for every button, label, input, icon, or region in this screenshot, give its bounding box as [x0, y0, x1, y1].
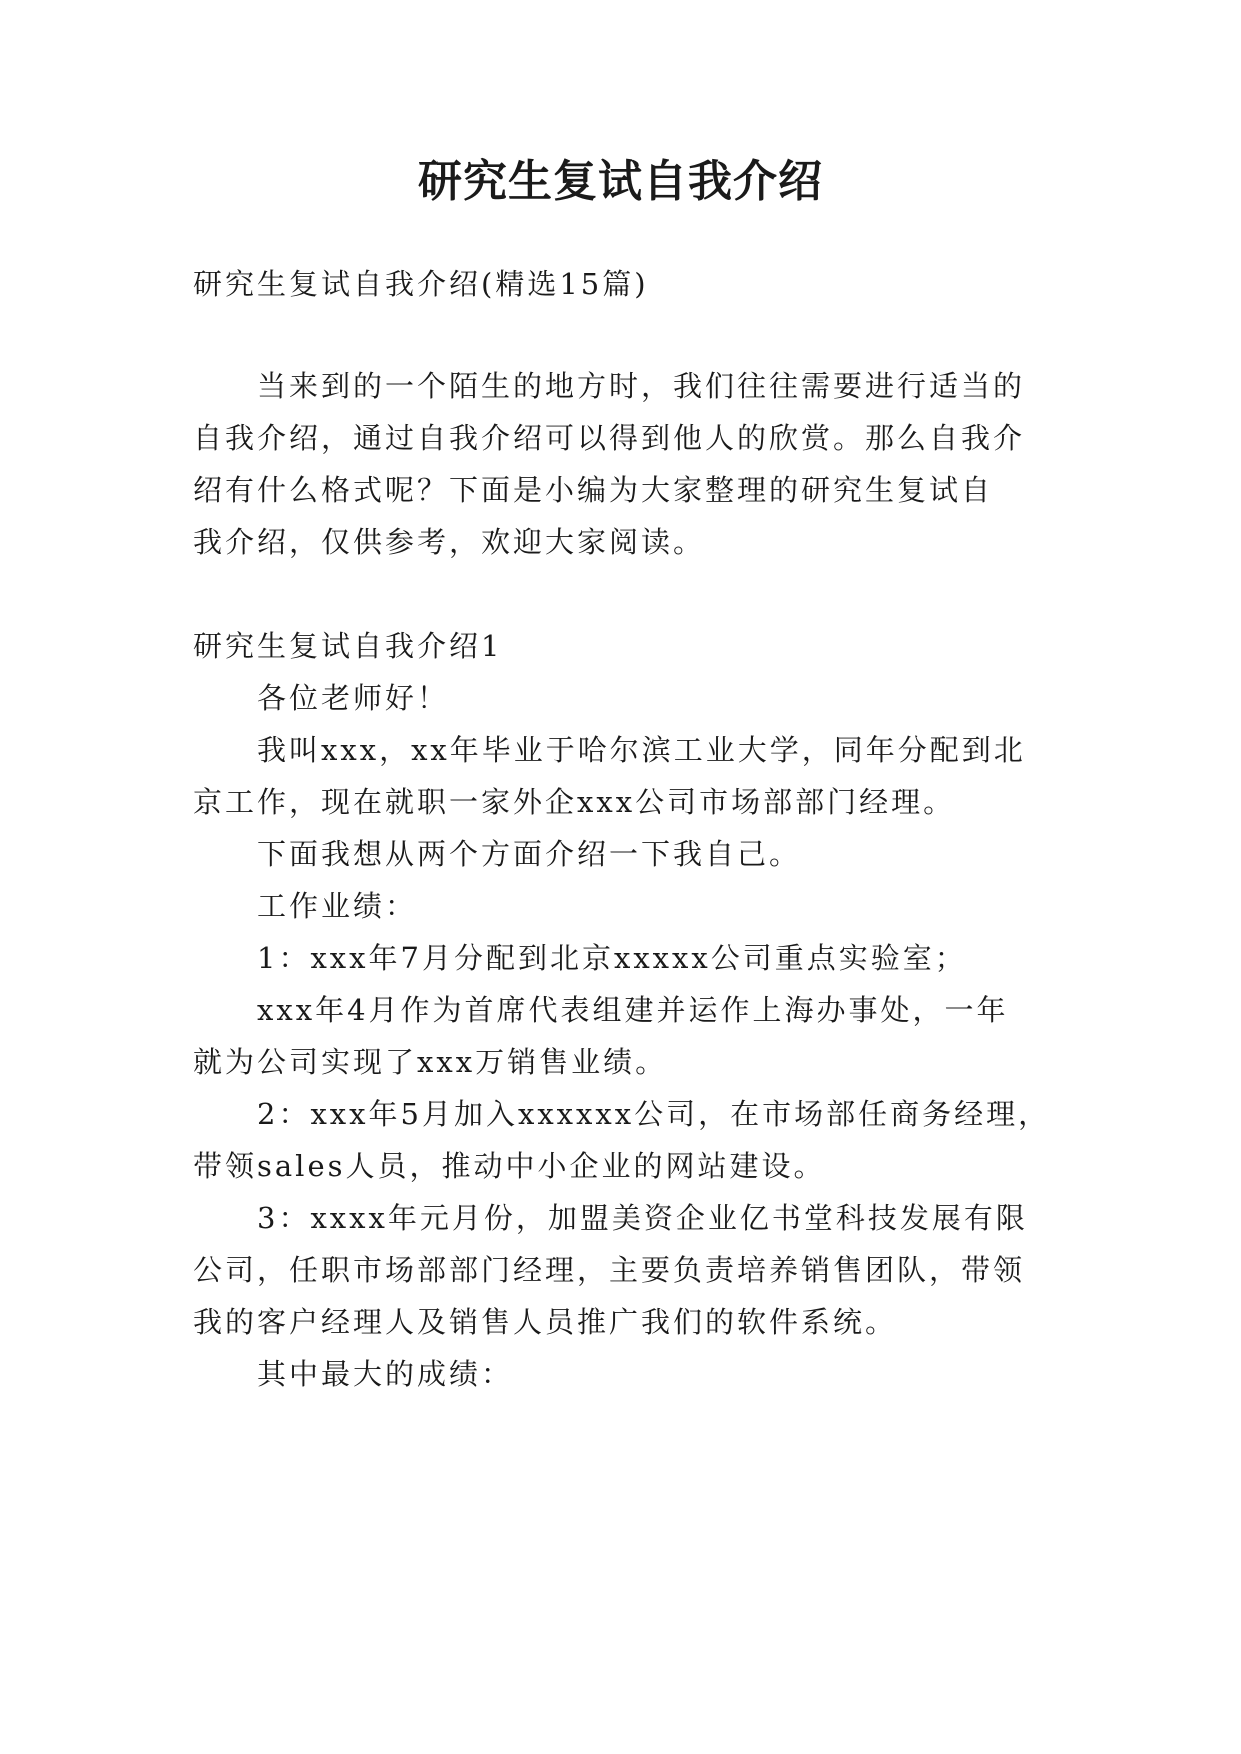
- body-line: 就为公司实现了xxx万销售业绩。: [193, 1045, 668, 1079]
- body-line: 下面我想从两个方面介绍一下我自己。: [257, 837, 802, 871]
- body-line: 京工作，现在就职一家外企xxx公司市场部部门经理。: [193, 785, 956, 819]
- intro-line: 当来到的一个陌生的地方时，我们往往需要进行适当的: [257, 369, 1026, 403]
- section-heading: 研究生复试自我介绍1: [193, 629, 503, 663]
- body-line: 各位老师好！: [257, 681, 450, 715]
- body-line: 带领sales人员，推动中小企业的网站建设。: [193, 1149, 826, 1183]
- intro-line: 绍有什么格式呢？下面是小编为大家整理的研究生复试自: [193, 473, 994, 507]
- body-line: 工作业绩：: [257, 889, 418, 923]
- body-line: 其中最大的成绩：: [257, 1357, 514, 1391]
- body-line: 公司，任职市场部部门经理，主要负责培养销售团队，带领: [193, 1253, 1026, 1287]
- body-line: 我的客户经理人及销售人员推广我们的软件系统。: [193, 1305, 898, 1339]
- document-subtitle: 研究生复试自我介绍(精选15篇): [193, 267, 649, 301]
- body-line: xxx年4月作为首席代表组建并运作上海办事处，一年: [257, 993, 1009, 1027]
- body-line: 我叫xxx，xx年毕业于哈尔滨工业大学，同年分配到北: [257, 733, 1026, 767]
- intro-line: 我介绍，仅供参考，欢迎大家阅读。: [193, 525, 706, 559]
- body-line: 3：xxxx年元月份，加盟美资企业亿书堂科技发展有限: [257, 1201, 1028, 1235]
- body-line: 1：xxx年7月分配到北京xxxxx公司重点实验室；: [257, 941, 967, 975]
- intro-line: 自我介绍，通过自我介绍可以得到他人的欣赏。那么自我介: [193, 421, 1026, 455]
- document-title: 研究生复试自我介绍: [418, 156, 823, 207]
- body-line: 2：xxx年5月加入xxxxxx公司，在市场部任商务经理，: [257, 1097, 1051, 1131]
